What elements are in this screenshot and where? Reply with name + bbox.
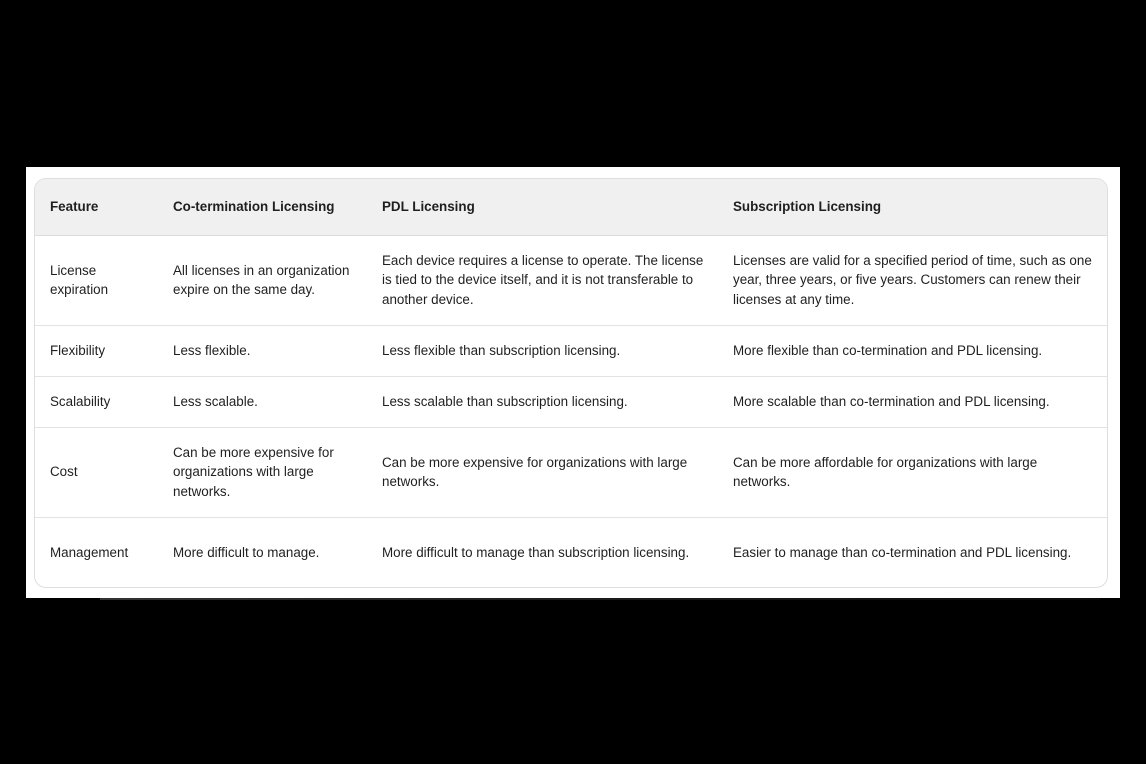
comparison-table-container	[34, 178, 1108, 588]
cell-cotermination: All licenses in an organization expire on the same day.	[158, 235, 375, 325]
cell-cotermination: More difficult to manage.	[173, 544, 320, 560]
cell-pdl: Less flexible than subscription licensing.	[375, 325, 724, 376]
cell-pdl: More difficult to manage than subscription licensing.	[382, 544, 690, 560]
table-row	[35, 517, 1107, 587]
cell-subscription: Licenses are valid for a specified period of time, such as one year, three years, or five years. Customers can renew their licenses at any time.	[724, 235, 1107, 325]
cell-feature: Cost	[35, 427, 158, 517]
cell-subscription: More flexible than co-termination and PDL licensing.	[724, 325, 1107, 376]
table-header	[35, 179, 1107, 235]
cell-feature: Flexibility	[35, 325, 158, 376]
backdrop-strip	[1120, 172, 1146, 602]
table-row	[35, 376, 1107, 427]
header-feature: Feature	[35, 179, 158, 235]
header-subscription-licensing: Subscription Licensing	[724, 179, 1107, 235]
panel-bottom-edge	[100, 598, 1100, 600]
cell-subscription: More scalable than co-termination and PDL licensing.	[724, 376, 1107, 427]
cell-pdl: Can be more expensive for organizations with large networks.	[375, 427, 724, 517]
table-row	[35, 235, 1107, 325]
cell-cotermination: Less flexible.	[158, 325, 375, 376]
document-panel	[26, 167, 1120, 598]
cell-cotermination: Less scalable.	[158, 376, 375, 427]
table-body	[35, 235, 1107, 587]
cell-feature: License expiration	[35, 235, 158, 325]
licensing-comparison-table	[35, 179, 1107, 587]
cell-pdl: Less scalable than subscription licensing.	[375, 376, 724, 427]
cell-feature: Management	[50, 544, 129, 560]
cell-cotermination: Can be more expensive for organizations with large networks.	[158, 427, 375, 517]
header-row	[35, 179, 1107, 235]
header-cotermination-licensing: Co-termination Licensing	[158, 179, 375, 235]
header-pdl-licensing: PDL Licensing	[375, 179, 724, 235]
cell-subscription: Can be more affordable for organizations with large networks.	[724, 427, 1107, 517]
cell-subscription: Easier to manage than co-termination and PDL licensing.	[733, 544, 1072, 560]
table-row	[35, 325, 1107, 376]
table-row	[35, 427, 1107, 517]
cell-feature: Scalability	[35, 376, 158, 427]
cell-pdl: Each device requires a license to operate. The license is tied to the device itself, and it is not transferable to another device.	[375, 235, 724, 325]
